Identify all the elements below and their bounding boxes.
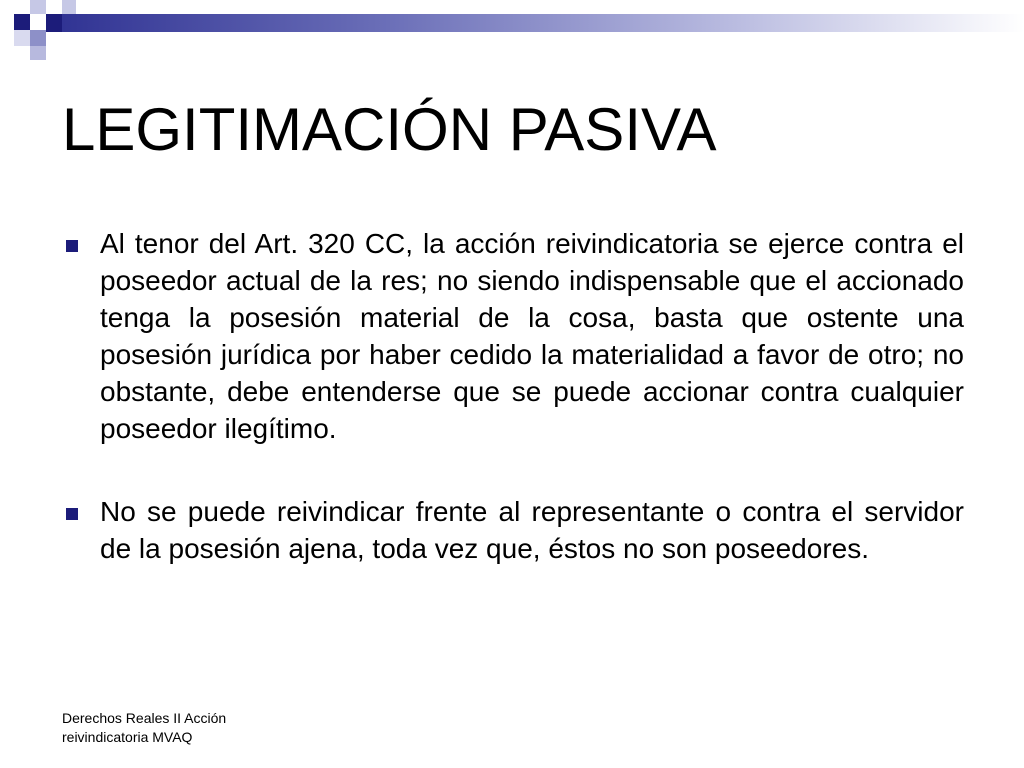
square-bullet-icon (66, 240, 78, 252)
decor-square (46, 14, 62, 32)
bullet-item (62, 493, 964, 567)
bullet-item (62, 225, 964, 447)
decor-square (62, 0, 76, 14)
bullet-text: No se puede reivindicar frente al representante o contra el servidor de la posesión ajena, toda vez que, éstos no son poseedores. (100, 496, 964, 564)
square-bullet-icon (66, 508, 78, 520)
decor-square (14, 30, 30, 46)
bullet-list (62, 225, 964, 613)
decor-square (30, 0, 46, 14)
slide-title: LEGITIMACIÓN PASIVA (62, 96, 717, 163)
bullet-text: Al tenor del Art. 320 CC, la acción reivindicatoria se ejerce contra el poseedor actual de la res; no siendo indispensable que el accionado tenga la posesión material de la cosa, basta que ostente una posesión jurídica por haber cedido la materialidad a favor de otro; no obstante, debe entenderse que se puede accionar contra cualquier poseedor ilegítimo. (100, 228, 964, 444)
header-gradient-bar (46, 14, 1024, 32)
decor-square (30, 46, 46, 60)
decor-square (30, 14, 46, 30)
decor-square (14, 14, 30, 30)
decor-square (30, 30, 46, 46)
slide-footer: Derechos Reales II Acción reivindicatoria MVAQ (62, 710, 227, 745)
